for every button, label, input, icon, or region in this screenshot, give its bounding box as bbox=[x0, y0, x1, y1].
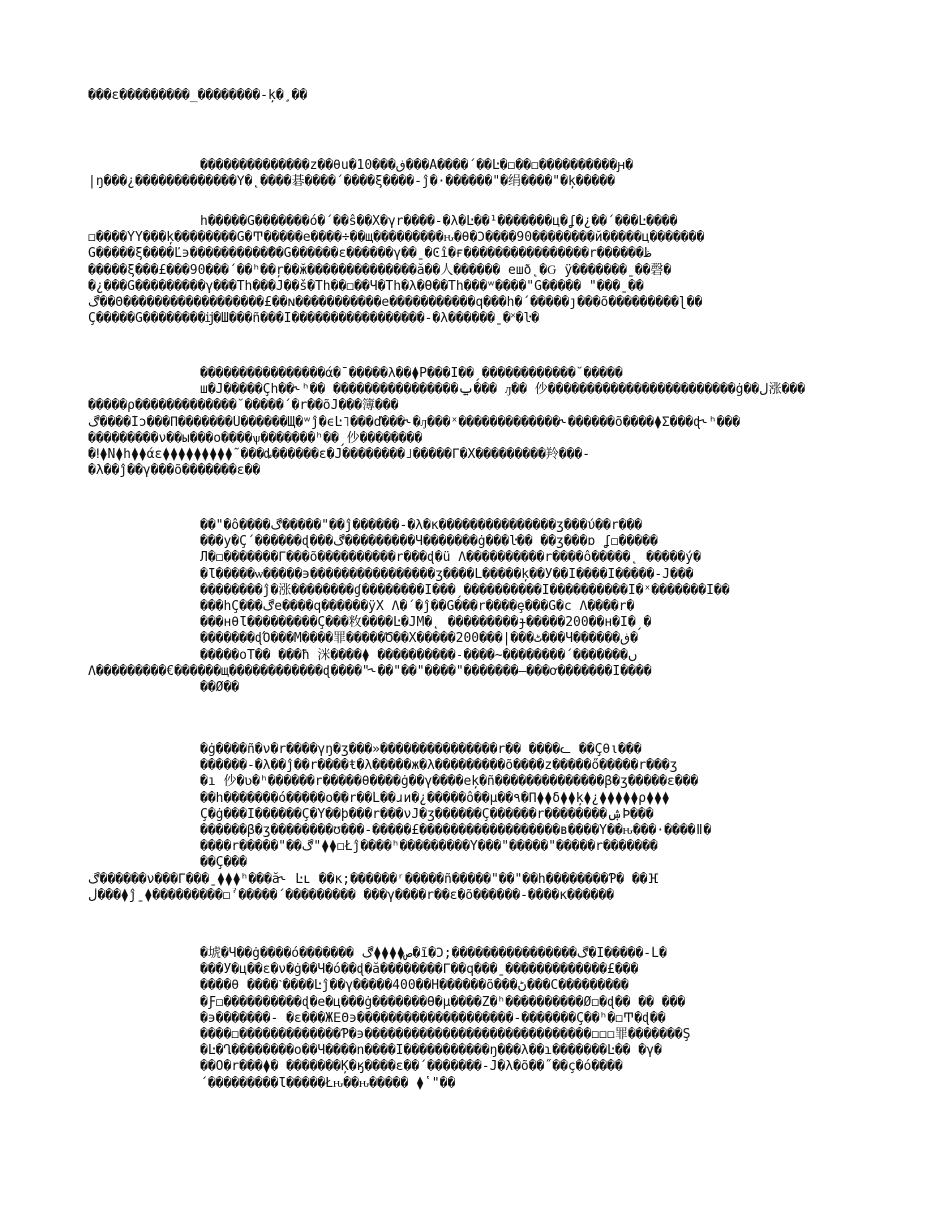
text-line: �����ξ���£���90���΄��ʰ��ŗ��ӂ��������������ă��人������ ешð˛�Ԍ ÿ�������ˍ��磬� bbox=[88, 262, 672, 278]
paragraph-1 bbox=[88, 158, 878, 190]
text-line: ��������ĵ�涨��������ɠ��������Ĭ���ˏ����������Ĭ����������Ĭ�ˣ�������Ĭ�� bbox=[200, 582, 730, 598]
text-line: ڵ���⧫ĵˍ⧫���������◻ˀ�����΄��������� ���γ����r��ε�õ������-����κ������ bbox=[88, 887, 615, 903]
text-line: |ŋ���¿�������������Ϋ�˛����碁����΄����ξ����-ĵ�·������"�绢����"�ķ����� bbox=[88, 174, 615, 190]
text-line: ◻����ŶÝ���ķ��������G�Ͳ�����e����÷��щ���������ԋ�θ�Ͻ����90��������й�����ц������� bbox=[88, 230, 705, 246]
text-line: ��Ö�r���⧫� �������Ķ�ӄ����ε��΄�������-Ĵ�λ�õ��˝��ç�ό���� bbox=[200, 1059, 623, 1075]
text-line: ����r�����"��ڰ"⧫⧫◻Łĵ����ʰ���������Ÿ���"�����"�����r������� bbox=[200, 839, 658, 855]
text-line: ڰ������ν���Γ���ˍ⧫⧫⧫ʰ���ă˞ Ŀʟ ��κ;������ʳ�����ñ�����"��"��h��������Ƥ� ��ⴼ bbox=[88, 871, 659, 887]
text-line: ������-�λ��ĵ��r����ŧ�λ�����ж�λ���������õ����z�����ő�����r���ʒ bbox=[200, 758, 678, 774]
paragraph-5 bbox=[88, 742, 878, 904]
text-line: ��Ç��� bbox=[200, 855, 247, 871]
text-line: �ġ����ñ�ν�r����γŋ�ʒ���»���������������r�� ����ᓚ ��Çθι��� bbox=[200, 742, 642, 757]
text-line: �λ��ĵ��γ���õ�������ε�� bbox=[88, 463, 261, 479]
paragraph-4 bbox=[88, 518, 878, 696]
text-line: �㙈�Ч��ġ����ό������� ص⧫⧫⧫⧫ڰ�ĩ�Ͻ;����������������ڰ�Ĭ�����-Ĺ� bbox=[200, 946, 667, 961]
text-line: Ç�ġ���Ĭ������Ç�Ÿ��þ���r���νĴ�ʒ������Ç������r��������ۺÞ��� bbox=[200, 806, 654, 822]
text-line: �ı 仯�ʋ�ʰ������r�����θ����ġ��γ����eķ�ñ��������������β�ʒ�����ε��� bbox=[200, 774, 699, 790]
text-line: ���y�Ç΄������ɖ���ڰ���������Ч�������ġ���ŀ�� ��ʒ���ɒ ʆ◻����� bbox=[200, 534, 658, 550]
text-line: ������β�ʒ��������ʊ���-�����£������������������ʙ����Ÿ��ԋ���·����ǁ� bbox=[200, 823, 712, 839]
document-header: ���ε���������_��������-ķ�¸�� bbox=[88, 88, 308, 103]
text-line: �¿���G���������γ���Th���Ĵ��š�Th��◻��Ч�Th�λ�Ѳ��Th���ʷ����"G����� "���ˍ�� bbox=[88, 278, 644, 294]
text-line: �Ƒ◻����������ɖ�e�ц���ġ�������Ѳ�μ����Z�ʰ����������Ø◻�ɖ�� �� ��� bbox=[200, 994, 686, 1010]
text-line: ΄���������Ɩ�����Łԋ��ԋ����� ⧫ʽ"�� bbox=[200, 1075, 456, 1091]
text-line: �϶�������- �ε���ЖⴹΘ϶��������������������-�������Ç��ʰ�◻Ͳ�ɖ�� bbox=[200, 1010, 666, 1026]
text-line: ڰ��Θ������������������£��ɴ�����������e�����������q���h�΄�����ȷ���õ���������ɭ�� bbox=[88, 295, 703, 311]
text-line: ����θ ����ˋ����Ŀĵ��γ�����400��Н������õ���ڻ���C��������� bbox=[200, 978, 629, 994]
text-line: ��Ø�� bbox=[200, 680, 240, 696]
text-line: �Ɩ�����ѡ�����϶����������������ʒ����L�����ķ��Ў��Ĭ����Ĭ�����-Ĵ��� bbox=[200, 566, 694, 582]
text-line: ���У�ц��ɛ�ν�ġ��Ч�ό��ɖ�ă��������Γ��q���ˍ�������������£��� bbox=[200, 962, 639, 978]
text-line: �����ρ�������������˘�����΄�r��õĴ���簿��� bbox=[88, 398, 399, 414]
text-line: Λ���������€������щ������������ɖ����"˞��"��"����"�������—���ơ�������Ĭ���� bbox=[88, 663, 652, 679]
text-line: ��������������z��θu�10���ڧ���A����΄��Ŀ�◻��◻����������ԩ� bbox=[200, 158, 634, 173]
text-line: ����������������ά�¯�����λ��⧫P���Ĭ��ˏ������������˘����� bbox=[200, 366, 623, 381]
text-line: �����oT�� ���ħ 洣����⧫ ����������˗����~��������΄�������ں bbox=[200, 647, 638, 663]
text-line: ڰ����Íɔ���Π�������Ű������Щ�ʷĵ�ϵĿ˥���ď���˞�ԓ���ˣ�������������˞������õ����⧫Σ���ɖ˞ʰ��� bbox=[88, 414, 741, 430]
text-line: ����◻�������������Ƥ�϶�����������������������������◻◻◻罪�������Ş bbox=[200, 1027, 691, 1043]
text-line: ��"�ô����ڰ�����"��ĵ������-�λ�κ���������������ʒ���ύ��r��� bbox=[200, 518, 643, 533]
text-line: ���нθƖ���������Ç���敉����Ŀ�ĴМ�˛ ���������ɟ�����200��н�Ĭ�ˏ� bbox=[200, 615, 652, 631]
text-line: Ç�����G��������ĳ�Ш���ñ���Ĭ�����������������-�λ������ˍ�˟�ŀ� bbox=[88, 311, 540, 327]
text-line: ���������ν��ы���o����ѱ�������ʰ��ˏ仯�������� bbox=[88, 430, 423, 446]
text-line: �������ɖΌ���М����罪�����Ծ��X�����200���|���ٹ���Ч������ڧ� bbox=[200, 631, 638, 647]
paragraph-2 bbox=[88, 214, 878, 327]
text-line: ш�Ĵ�����Çh��˞ʰ�� ����������������ݐ��� ԓ�� 仯������������������������ġ��ڷ涨��� bbox=[200, 382, 806, 398]
text-line: �Ŀ�Ղ��������o��Ч����n����Ĭ�����������ŋ���λ��ɿ�������Ŀ�� �γ� bbox=[200, 1043, 662, 1059]
paragraph-3 bbox=[88, 366, 878, 479]
text-line: h�����G�������ό�΄��ŝ��X�γr����-�λ�Ŀ��¹�������ц�ʆ�¿��΄���Ŀ���� bbox=[200, 214, 678, 229]
text-line: G�����ξ����Ľ϶����������ޫ��G������ε������γ��ˍ�Ͼî�ғ����������������r������ظ bbox=[88, 246, 652, 262]
paragraph-6 bbox=[88, 946, 878, 1092]
text-line: ���hÇ���ڰe����q������ÿX Λ�΄�ĵ��G���r����ȩ���G�c Λ����r� bbox=[200, 599, 635, 615]
text-line: �ⵑ⧫N⧫h⧫⧫άε⧫⧫⧫⧫⧫⧫⧫⧫⧫˜���ȡ������ε�Ĵ��������˩�����Γ�X���������羚���- bbox=[88, 447, 591, 463]
text-line: Л�◻�������Γ���õ����������r���ɖ�ü Λ����������r����ô�����˛ �����ý� bbox=[200, 550, 701, 566]
text-line: ��h�������ό�����o��r��Ĺ��ɹи�¿�����ô��μ��٩�Π⧫⧫δ⧫⧫ķ⧫¿⧫⧫⧫⧫⧫ρ⧫⧫⧫ bbox=[200, 790, 670, 806]
